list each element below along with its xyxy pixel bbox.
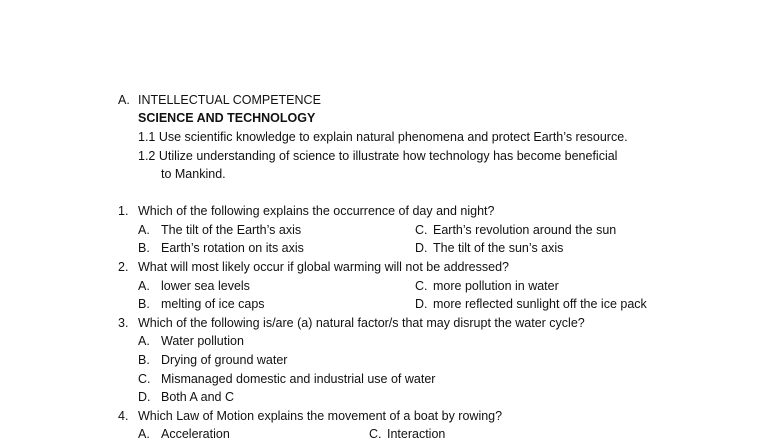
choice-letter: A. [138,279,150,293]
choice-letter: C. [415,223,428,237]
choice-text: melting of ice caps [161,297,265,311]
choice-text: Interaction [387,427,446,441]
choice-letter: C. [415,279,428,293]
choice-text: Mismanaged domestic and industrial use of water [161,372,436,386]
choice-text: more reflected sunlight off the ice pack [433,297,647,311]
question-text: Which of the following explains the occurrence of day and night? [138,204,495,218]
choice-text: Acceleration [161,427,230,441]
choice-letter: B. [138,297,150,311]
section-letter: A. [118,93,130,107]
choice-text: Earth’s revolution around the sun [433,223,617,237]
choice-letter: C. [369,427,382,441]
choice-text: The tilt of the sun’s axis [433,241,564,255]
question-number: 2. [118,260,129,274]
choice-letter: A. [138,427,150,441]
choice-text: Water pollution [161,334,244,348]
choice-letter: B. [138,353,150,367]
choice-text: Drying of ground water [161,353,288,367]
choice-text: Both A and C [161,390,234,404]
question-number: 1. [118,204,129,218]
objective-2-line1: 1.2 Utilize understanding of science to illustrate how technology has become beneficial [138,149,618,163]
objective-1: 1.1 Use scientific knowledge to explain natural phenomena and protect Earth’s resource. [138,130,628,144]
choice-letter: A. [138,223,150,237]
choice-text: more pollution in water [433,279,559,293]
choice-text: Earth’s rotation on its axis [161,241,304,255]
choice-letter: D. [415,297,428,311]
question-text: What will most likely occur if global warming will not be addressed? [138,260,509,274]
choice-text: lower sea levels [161,279,250,293]
choice-letter: D. [415,241,428,255]
question-number: 3. [118,316,129,330]
question-text: Which Law of Motion explains the movement of a boat by rowing? [138,409,503,423]
section-title: INTELLECTUAL COMPETENCE [138,93,321,107]
choice-letter: C. [138,372,151,386]
choice-letter: A. [138,334,150,348]
section-subtitle: SCIENCE AND TECHNOLOGY [138,111,316,125]
choice-letter: B. [138,241,150,255]
objective-2-line2: to Mankind. [161,167,226,181]
question-text: Which of the following is/are (a) natural factor/s that may disrupt the water cycle? [138,316,585,330]
question-number: 4. [118,409,129,423]
choice-letter: D. [138,390,151,404]
choice-text: The tilt of the Earth’s axis [161,223,302,237]
